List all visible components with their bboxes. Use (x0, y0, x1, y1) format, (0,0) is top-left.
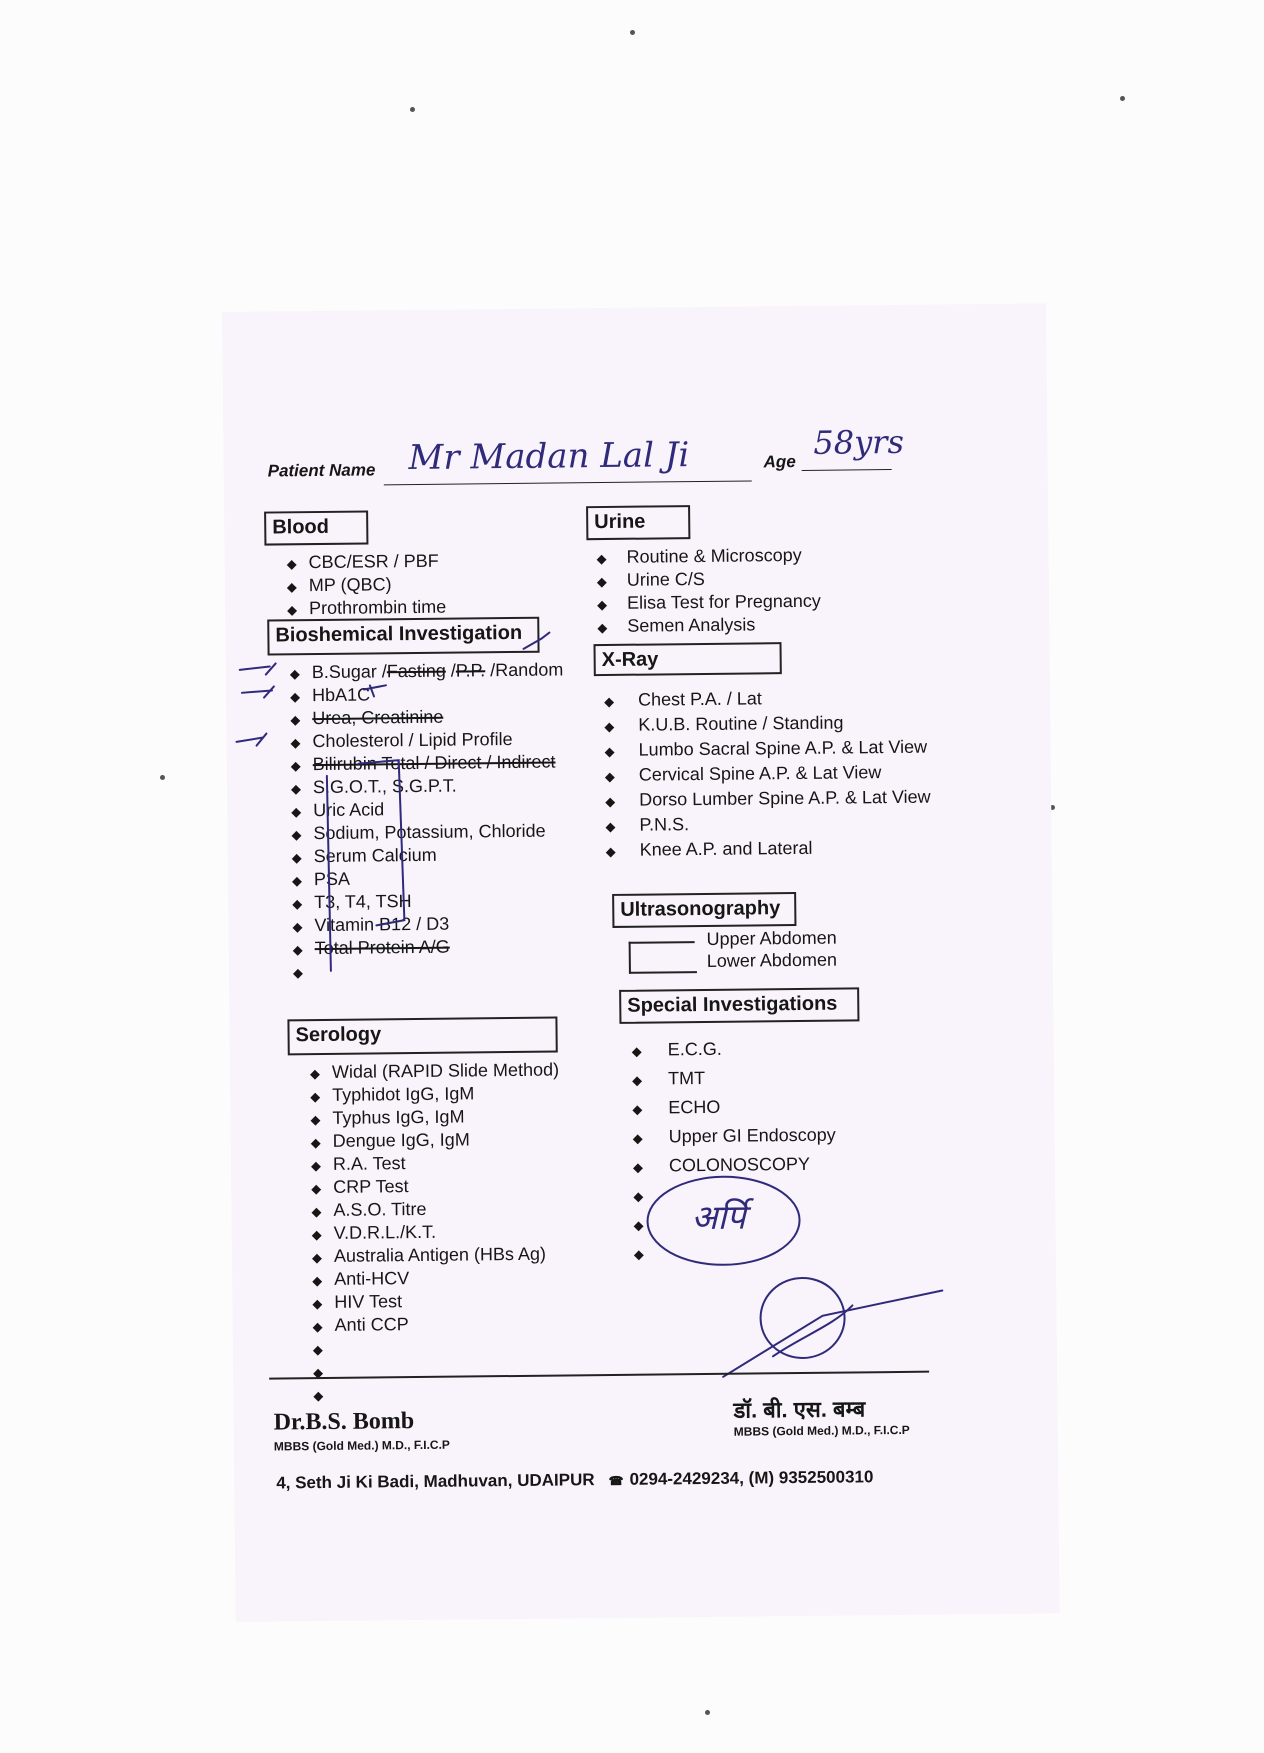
ultrasonography-section-title: Ultrasonography (612, 892, 796, 928)
list-item: ◆ ECHO (632, 1096, 721, 1118)
list-item: ◆ Urea, Creatinine (290, 706, 444, 729)
list-item: ◆ P.N.S. (605, 814, 690, 835)
blood-section-title: Blood (264, 510, 368, 545)
list-item: ◆ HIV Test (312, 1291, 403, 1312)
pen-tick (256, 734, 266, 746)
list-item: ◆ Widal (RAPID Slide Method) (309, 1059, 560, 1082)
list-item: ◆ Total Protein A/G (292, 936, 450, 959)
special-investigations-title: Special Investigations (619, 987, 859, 1024)
list-item: ◆ PSA (291, 868, 351, 890)
pen-line (327, 776, 331, 971)
list-item-blank: ◆ (633, 1217, 644, 1233)
list-item: ◆ Routine & Microscopy (596, 544, 802, 567)
list-item: ◆ R.A. Test (310, 1153, 406, 1174)
age-handwritten: 58yrs (813, 422, 905, 462)
list-item: ◆ Uric Acid (291, 799, 385, 821)
list-item: ◆ Typhus IgG, IgM (310, 1106, 465, 1128)
pen-tick (523, 633, 549, 649)
stamp-text: अर्पि (691, 1197, 746, 1239)
list-item: ◆ T3, T4, TSH (292, 891, 412, 913)
list-item-blank: ◆ (313, 1364, 324, 1381)
doctor-name-english: Dr.B.S. Bomb (273, 1408, 415, 1436)
pen-dash (240, 667, 270, 670)
list-item: ◆ K.U.B. Routine / Standing (604, 712, 844, 735)
list-item: ◆ Dengue IgG, IgM (310, 1129, 470, 1151)
list-item-bsugar: ◆ B.Sugar /Fasting /P.P. /Random (289, 659, 564, 683)
pen-tick (266, 663, 276, 674)
list-item: ◆ A.S.O. Titre (311, 1198, 427, 1220)
xray-section-title: X-Ray (593, 642, 781, 676)
list-item: ◆ S.G.O.T., S.G.P.T. (290, 775, 457, 798)
patient-name-handwritten: Mr Madan Lal Ji (408, 435, 690, 479)
list-item: ◆ CBC/ESR / PBF (286, 550, 439, 573)
age-label: Age (763, 452, 796, 472)
doctor-qualification-english: MBBS (Gold Med.) M.D., F.I.C.P (273, 1437, 450, 1454)
list-item: ◆ Prothrombin time (287, 596, 447, 619)
list-item: ◆ TMT (631, 1067, 706, 1089)
list-item-blank: ◆ (633, 1188, 644, 1204)
list-item: ◆ Vitamin B12 / D3 (292, 913, 450, 936)
list-item: ◆ Semen Analysis (597, 614, 756, 636)
doctor-name-hindi: डॉ. बी. एस. बम्ब (733, 1396, 866, 1423)
list-item: ◆ Knee A.P. and Lateral (605, 837, 813, 860)
list-item: ◆ Dorso Lumber Spine A.P. & Lat View (605, 786, 931, 810)
list-item: ◆ Urine C/S (596, 568, 705, 590)
scan-speck (1120, 96, 1125, 101)
list-item: ◆ MP (QBC) (286, 574, 392, 596)
list-item: ◆ CRP Test (311, 1176, 409, 1197)
list-item-blank: ◆ (312, 1342, 323, 1358)
list-item: ◆ Cholesterol / Lipid Profile (290, 728, 513, 752)
list-item: ◆ Anti-HCV (312, 1268, 410, 1289)
list-item-blank: ◆ (313, 1387, 324, 1404)
list-item: ◆ Australia Antigen (HBs Ag) (311, 1243, 547, 1266)
scan-speck (705, 1710, 710, 1715)
prescription-sheet (222, 303, 1060, 1622)
list-item: ◆ HbA1C (289, 684, 371, 706)
clinic-address: 4, Seth Ji Ki Badi, Madhuvan, UDAIPUR (276, 1470, 595, 1493)
pen-bracket (359, 760, 405, 925)
list-item-blank: ◆ (633, 1246, 644, 1262)
phone-icon: ☎ (608, 1473, 624, 1489)
doctor-signature (712, 1264, 953, 1387)
list-item: ◆ Cervical Spine A.P. & Lat View (604, 762, 882, 785)
doctor-qualification-hindi: MBBS (Gold Med.) M.D., F.I.C.P (733, 1422, 910, 1439)
pen-tick (364, 685, 386, 696)
list-item: ◆ Serum Calcium (291, 844, 437, 867)
list-item: ◆ V.D.R.L./K.T. (311, 1221, 437, 1243)
list-item: ◆ Elisa Test for Pregnancy (597, 590, 821, 613)
list-item: ◆ Typhidot IgG, IgM (310, 1083, 475, 1105)
list-item: ◆ Upper GI Endoscopy (632, 1124, 836, 1147)
serology-section-title: Serology (287, 1017, 557, 1056)
list-item: ◆ Chest P.A. / Lat (604, 688, 762, 710)
ultrasonography-upper-abdomen: Upper Abdomen (706, 927, 837, 949)
list-item-blank: ◆ (292, 965, 304, 981)
list-item: ◆ Lumbo Sacral Spine A.P. & Lat View (604, 736, 928, 760)
scan-speck (630, 30, 635, 35)
ultrasonography-lower-abdomen: Lower Abdomen (706, 949, 838, 971)
pen-tick (264, 686, 274, 697)
patient-name-label: Patient Name (267, 460, 376, 481)
list-item: ◆ Sodium, Potassium, Chloride (291, 820, 546, 844)
urine-section-title: Urine (586, 505, 690, 540)
biochemical-section-title: Bioshemical Investigation (267, 617, 539, 656)
list-item: ◆ Bilirubin Total / Direct / Indirect (290, 751, 556, 775)
list-item: ◆ COLONOSCOPY (632, 1153, 811, 1176)
pen-dash (236, 738, 262, 742)
scan-speck (410, 107, 415, 112)
list-item: ◆ Anti CCP (312, 1314, 409, 1335)
list-item: ◆ E.C.G. (631, 1038, 722, 1060)
clinic-phone: 0294-2429234, (M) 9352500310 (629, 1467, 874, 1489)
scan-speck (160, 775, 165, 780)
